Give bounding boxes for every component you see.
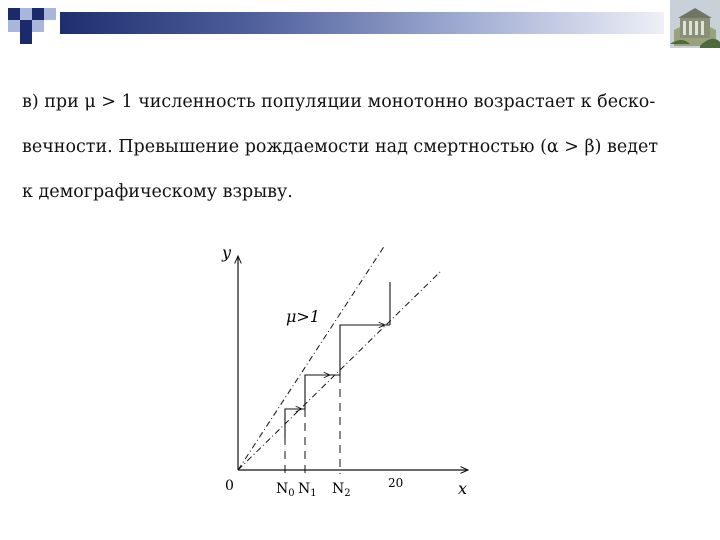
n0-label: $N_0$ <box>276 481 295 499</box>
paragraph-line-3: к демографическому взрыву. <box>22 182 293 202</box>
n2-label: $N_2$ <box>332 481 351 499</box>
staircase <box>285 325 390 437</box>
bisector-line <box>238 272 440 470</box>
n1-label: $N_1$ <box>298 481 317 499</box>
y-axis-label: y <box>222 243 232 262</box>
x-tick-label: 20 <box>388 476 404 490</box>
paragraph-line-2: вечности. Превышение рождаемости над смертностью (α > β) ведет <box>22 137 659 157</box>
steep-line <box>238 245 385 470</box>
mu-label: μ>1 <box>286 307 320 326</box>
x-axis-label: x <box>458 479 468 498</box>
origin-label: 0 <box>225 478 234 494</box>
paragraph-line-1: в) при μ > 1 численность популяции монотонно возрастает к беско- <box>22 92 656 112</box>
